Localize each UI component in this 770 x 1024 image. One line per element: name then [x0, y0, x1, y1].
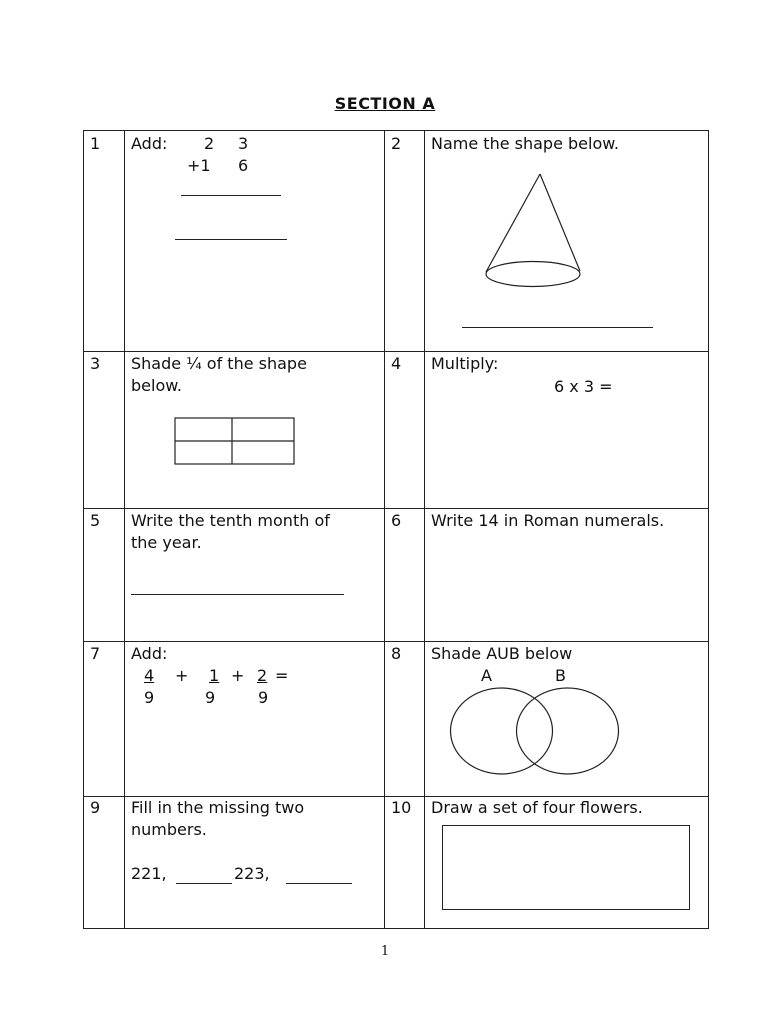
q9-instruction-line1: Fill in the missing two [131, 798, 305, 817]
question-number: 5 [90, 511, 101, 530]
q9-instruction-line2: numbers. [131, 820, 207, 839]
q1-bottom-ones: 6 [238, 156, 249, 175]
q1-bottom-tens: +1 [187, 156, 211, 175]
q7-denominator-3: 9 [258, 688, 269, 707]
q1-instruction: Add: [131, 134, 168, 153]
question-number: 3 [90, 354, 101, 373]
q9-sequence-first: 221, [131, 864, 167, 883]
question-number: 10 [391, 798, 412, 817]
q3-instruction-line2: below. [131, 376, 182, 395]
q7-denominator-1: 9 [144, 688, 155, 707]
q6-instruction: Write 14 in Roman numerals. [431, 511, 665, 530]
q5-instruction-line1: Write the tenth month of [131, 511, 330, 530]
q10-drawing-box[interactable] [442, 825, 690, 910]
question-number: 6 [391, 511, 402, 530]
question-number: 7 [90, 644, 101, 663]
q10-instruction: Draw a set of four flowers. [431, 798, 643, 817]
q7-numerator-2: 1 [209, 666, 220, 685]
page-number: 1 [380, 944, 390, 959]
q8-instruction: Shade AUB below [431, 644, 573, 663]
q4-instruction: Multiply: [431, 354, 499, 373]
q7-plus: + [231, 666, 245, 685]
q4-expression: 6 x 3 = [554, 377, 613, 396]
q9-blank-2[interactable] [286, 883, 352, 884]
q7-equals: = [275, 666, 289, 685]
q1-top-ones: 3 [238, 134, 249, 153]
question-number: 8 [391, 644, 402, 663]
question-number: 9 [90, 798, 101, 817]
q9-sequence-second: 223, [234, 864, 270, 883]
q2-instruction: Name the shape below. [431, 134, 619, 153]
q7-numerator-3: 2 [257, 666, 268, 685]
question-number: 1 [90, 134, 101, 153]
q5-instruction-line2: the year. [131, 533, 202, 552]
q7-numerator-1: 4 [144, 666, 155, 685]
q7-instruction: Add: [131, 644, 168, 663]
q3-instruction-line1: Shade ¼ of the shape [131, 354, 307, 373]
q1-top-tens: 2 [204, 134, 215, 153]
q9-blank-1[interactable] [176, 883, 232, 884]
set-a-label: A [481, 666, 492, 685]
q7-plus: + [175, 666, 189, 685]
question-number: 4 [391, 354, 402, 373]
q7-denominator-2: 9 [205, 688, 216, 707]
section-title: SECTION A [334, 94, 436, 113]
question-number: 2 [391, 134, 402, 153]
set-b-label: B [555, 666, 566, 685]
